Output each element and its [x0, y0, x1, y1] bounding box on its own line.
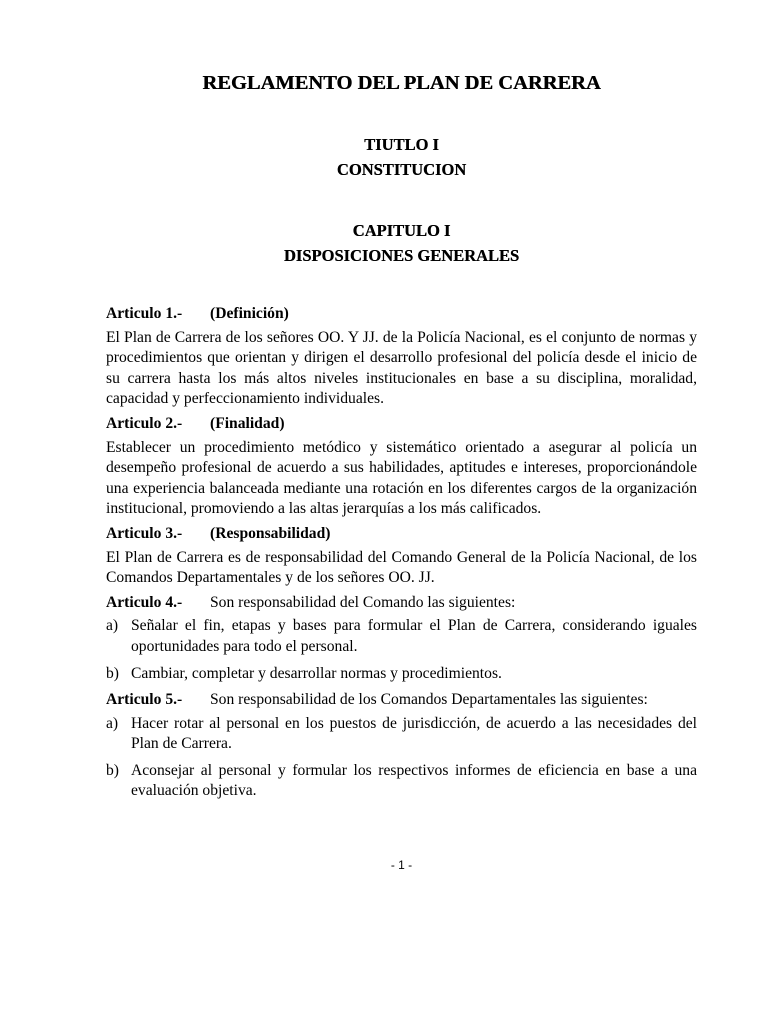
- list-marker: a): [106, 617, 119, 635]
- capitulo-heading: [106, 218, 697, 268]
- list-item: [106, 664, 697, 685]
- titulo-heading: [106, 132, 697, 182]
- article-number: Articulo 1.-: [106, 305, 183, 322]
- list-item: [106, 616, 697, 657]
- document-title: REGLAMENTO DEL PLAN DE CARRERA: [202, 72, 601, 94]
- article-number: Articulo 2.-: [106, 414, 183, 432]
- article-4: [106, 593, 697, 684]
- article-number: Articulo 5.-: [106, 691, 183, 709]
- list-item-text: Hacer rotar al personal en los puestos de jurisdicción, de acuerdo a las necesidades del Plan de Carrera.: [131, 714, 697, 753]
- article-heading: [106, 414, 697, 435]
- article-number: Articulo 3.-: [106, 524, 183, 542]
- list-item: [106, 714, 697, 755]
- article-number: Articulo 4.-: [106, 593, 183, 611]
- article-2: [106, 414, 697, 520]
- article-subject: (Responsabilidad): [210, 524, 331, 542]
- list-item-text: Señalar el fin, etapas y bases para formular el Plan de Carrera, considerando iguales oportunidades para todo el personal.: [131, 617, 697, 655]
- document-body: [106, 304, 697, 808]
- article-heading: [106, 304, 697, 325]
- capitulo-label: CAPITULO I: [352, 221, 451, 240]
- titulo-label: TIUTLO I: [364, 135, 439, 154]
- article-subject: (Finalidad): [210, 414, 285, 432]
- titulo-name: CONSTITUCION: [336, 160, 467, 179]
- capitulo-name: DISPOSICIONES GENERALES: [283, 246, 520, 265]
- list-item: [106, 761, 697, 802]
- document-page: [106, 0, 697, 1024]
- list-item-text: Cambiar, completar y desarrollar normas y procedimientos.: [131, 664, 502, 682]
- article-heading: [106, 593, 697, 614]
- page-number: - 1 -: [390, 858, 413, 872]
- list-item-text: Aconsejar al personal y formular los respectivos informes de eficiencia en base a una evaluación objetiva.: [131, 761, 697, 800]
- article-text: Establecer un procedimiento metódico y sistemático orientado a asegurar al policía un desempeño profesional de acuerdo a sus habilidades, aptitudes e intereses, proporcionándole una experiencia balanceada mediante una rotación en los diferentes cargos de la organización institucional, promoviendo a las altas jerarquías a los más calificados.: [106, 438, 697, 518]
- list-marker: b): [106, 761, 119, 779]
- article-intro: Son responsabilidad de los Comandos Departamentales las siguientes:: [210, 691, 648, 709]
- article-heading: [106, 690, 697, 711]
- article-subject: (Definición): [210, 305, 289, 322]
- article-text: El Plan de Carrera es de responsabilidad del Comando General de la Policía Nacional, de los Comandos Departamentales y de los señores OO. JJ.: [106, 548, 697, 587]
- article-heading: [106, 524, 697, 545]
- article-intro: Son responsabilidad del Comando las siguientes:: [210, 593, 516, 611]
- article-1: [106, 304, 697, 410]
- list-marker: a): [106, 714, 119, 732]
- list-marker: b): [106, 664, 119, 682]
- article-3: [106, 524, 697, 589]
- article-5: [106, 690, 697, 802]
- article-text: El Plan de Carrera de los señores OO. Y JJ. de la Policía Nacional, es el conjunto de normas y procedimientos que orientan y dirigen el desarrollo profesional del policía desde el inicio de su carrera hasta los más altos niveles institucionales en base a su disciplina, moralidad, capacidad y perfeccionamiento individuales.: [106, 328, 697, 408]
